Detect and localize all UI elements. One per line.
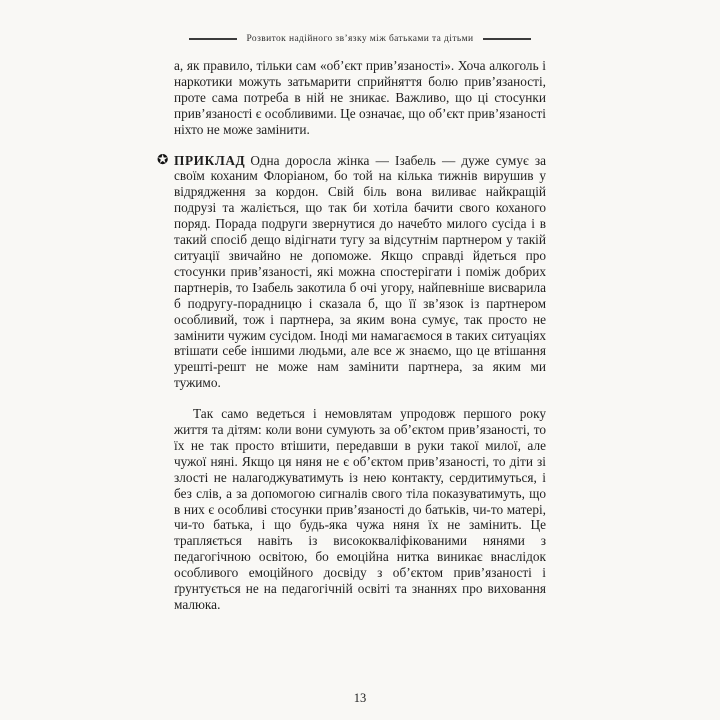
header-rule-left xyxy=(189,38,237,40)
paragraph-body: Так само ведеться і немовлятам упродовж першого року життя та дітям: коли вони сумують за об’єктом прив’язаності, то їх не так просто втішити, передавши в руки такої милої, але чужої няні. Якщо ця няня не є об’єктом прив’язаності, то діти зі злості не налагоджуватимуть із нею контакту, сердитимуться, і без слів, а за допомогою сигналів свого тіла показуватимуть, що в них є особливі стосунки прив’язаності до батьків, чи-то матері, чи-то батька, і що будь-яка чужа няня їх не замінить. Це трапляється навіть із висококваліфікованими нянями з педагогічною освітою, бо емоційна нитка виникає внаслідок особливого емоційного досвіду з об’єктом прив’язаності і ґрунтується не на педагогічній освіті та знаннях про виховання малюка. xyxy=(174,406,546,612)
paragraph-continuation: а, як правило, тільки сам «об’єкт прив’язаності». Хоча алкоголь і наркотики можуть затьмарити сприйняття болю прив’язаності, проте сама потреба в ній не зникає. Важливо, що ці стосунки прив’язаності є особливими. Це означає, що об’єкт прив’язаності ніхто не може замінити. xyxy=(174,58,546,137)
header-rule-right xyxy=(483,38,531,40)
example-label: ПРИКЛАД xyxy=(174,152,246,168)
circled-star-icon: ✪ xyxy=(157,151,169,168)
page-content xyxy=(157,58,546,628)
page-number: 13 xyxy=(353,691,367,705)
example-text: Одна доросла жінка — Ізабель — дуже сумує за своїм коханим Флоріаном, бо той на кілька тижнів вирушив у відрядження за кордон. Свій біль вона виливає найкращій подрузі та жаліється, що так би хотіла бачити свого коханого поряд. Порада подруги звернутися до начебто милого сусіда і в такий спосіб дещо відігнати тугу за відсутнім партнером у такій ситуації звичайно не допоможе. Якщо справді йдеться про стосунки прив’язаності, які можна спостерігати і поміж добрих партнерів, то Ізабель закотила б очі угору, найпевніше висварила б подругу-порадницю і сказала б, що її зв’язок із партнером особливий, тож і партнера, за яким вона сумує, так просто не замінити чужим сусідом. Іноді ми намагаємося в таких ситуаціях втішати себе іншими людьми, але все ж знаємо, що це втішання урешті-решт не може нам замінити партнера, за яким ми тужимо. xyxy=(174,152,546,391)
running-header xyxy=(0,34,720,44)
running-header-title: Розвиток надійного зв’язку між батьками та дітьми xyxy=(246,34,474,44)
example-paragraph xyxy=(157,151,546,392)
